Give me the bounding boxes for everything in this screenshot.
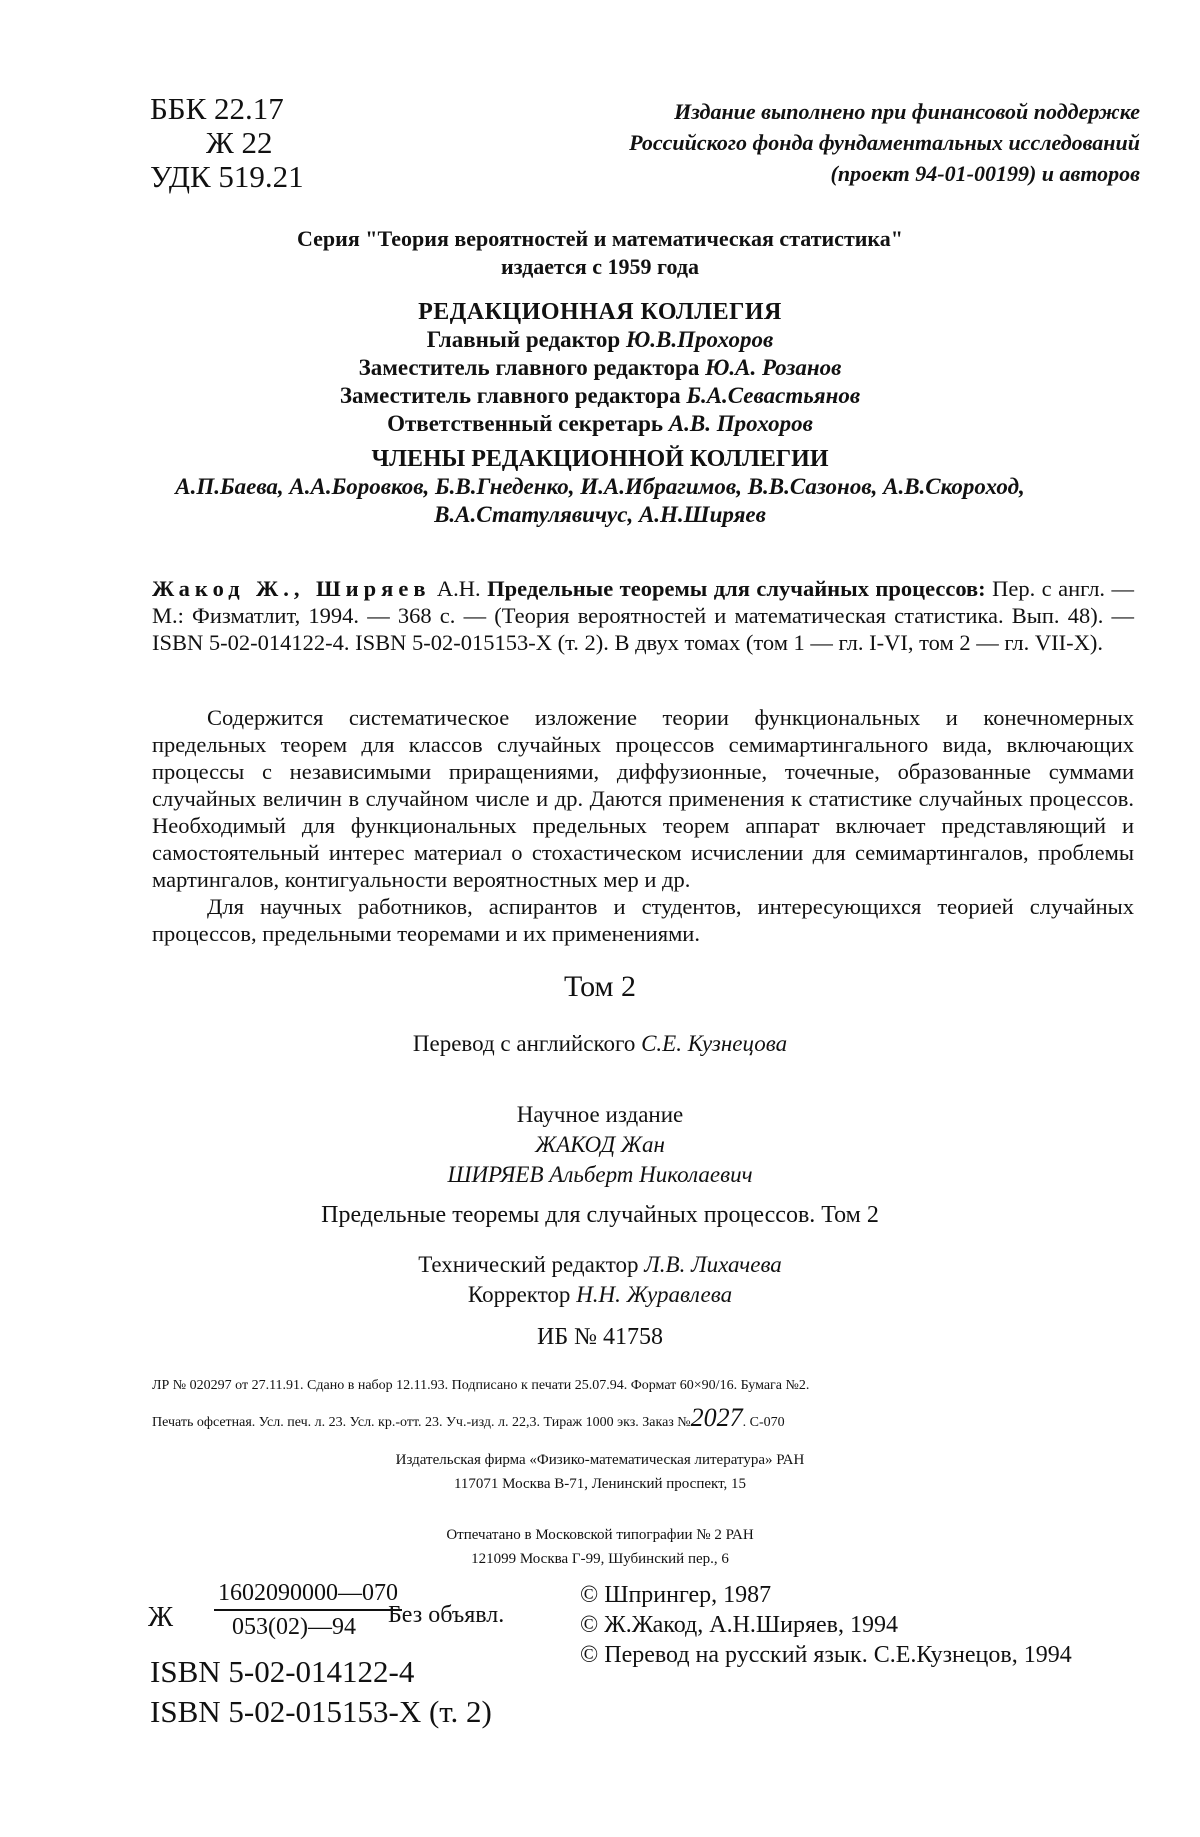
corrector-name: Н.Н. Журавлева — [576, 1282, 733, 1307]
bib-details: Пер. с англ. — М.: Физматлит, 1994. — 368 с. — (Теория вероятностей и математическая статистика. Вып. 48). —ISBN 5-02-014122-4. ISBN 5-02-015153-X (т. 2). В двух томах (том 1 — гл. I-VI, том 2 — гл. VII-X). — [152, 576, 1134, 655]
translation-prefix: Перевод с английского — [412, 1031, 642, 1056]
board-role: Заместитель главного редактора — [339, 383, 681, 408]
tech-editor-role: Технический редактор — [418, 1252, 645, 1277]
imprint-numerator: 1602090000—070 — [214, 1580, 402, 1611]
volume-label: Том 2 — [564, 970, 636, 1003]
editorial-board — [100, 298, 1100, 438]
board-name: Ю.В.Прохоров — [625, 327, 774, 352]
series-info — [100, 225, 1100, 281]
members-line-2: В.А.Статулявичус, А.Н.Ширяев — [434, 502, 766, 527]
members-line-1: А.П.Бaева, А.А.Боровков, Б.В.Гнеденко, И.А.Ибрагимов, В.В.Сазонов, А.В.Скороход, — [175, 474, 1025, 499]
printing-house-info — [100, 1523, 1100, 1571]
board-role-row — [100, 382, 1100, 410]
author-2: ШИРЯЕВ Альберт Николаевич — [447, 1162, 753, 1187]
abstract-paragraph-2: Для научных работников, аспирантов и студентов, интересующихся теорией случайных процессов, предельными теоремами и их применениями. — [152, 894, 1134, 946]
board-name: Ю.А. Розанов — [705, 355, 842, 380]
imprint-denominator: 053(02)—94 — [232, 1614, 356, 1640]
copyright-notices — [580, 1580, 1072, 1670]
bib-authors: Жакод Ж., Ширяев — [152, 576, 431, 601]
isbn-list — [150, 1652, 492, 1732]
imprint-code — [148, 1580, 568, 1650]
copyright-1: © Шпрингер, 1987 — [580, 1582, 772, 1608]
tech-editor-name: Л.В. Лихачева — [644, 1252, 782, 1277]
funding-note — [520, 96, 1140, 189]
copyright-2: © Ж.Жакод, А.Н.Ширяев, 1994 — [580, 1612, 898, 1638]
print-line-2a: Печать офсетная. Усл. печ. л. 23. Усл. кр.-отт. 23. Уч.-изд. л. 22,3. Тираж 1000 экз. Заказ № — [152, 1415, 691, 1430]
author-mark: Ж 22 — [206, 125, 273, 160]
abstract — [152, 704, 1134, 947]
printing-house-name: Отпечатано в Московской типографии № 2 РАН — [446, 1527, 754, 1543]
edition-type: Научное издание — [516, 1102, 684, 1127]
bib-title: Предельные теоремы для случайных процессов: — [487, 576, 986, 601]
tech-editor-row — [100, 1250, 1100, 1280]
print-line-2b: . С-070 — [742, 1415, 785, 1430]
price-note: Без объявл. — [388, 1602, 505, 1628]
print-line-2 — [152, 1402, 1134, 1439]
publisher-info — [100, 1448, 1100, 1496]
board-role-row — [100, 354, 1100, 382]
funding-line-2: Российского фонда фундаментальных исследований — [629, 130, 1140, 155]
series-title: Серия "Теория вероятностей и математическая статистика" — [297, 226, 903, 251]
editorial-board-heading: РЕДАКЦИОННАЯ КОЛЛЕГИЯ — [418, 299, 782, 325]
printing-house-address: 121099 Москва Г-99, Шубинский пер., 6 — [471, 1551, 729, 1567]
funding-line-1: Издание выполнено при финансовой поддержке — [674, 99, 1140, 124]
isbn-1: ISBN 5-02-014122-4 — [150, 1654, 415, 1689]
board-role-row — [100, 326, 1100, 354]
board-role: Ответственный секретарь — [387, 411, 664, 436]
imprint-letter: Ж — [148, 1602, 174, 1633]
copyright-3: © Перевод на русский язык. С.Е.Кузнецов, 1994 — [580, 1642, 1072, 1668]
board-members — [100, 445, 1100, 529]
ib-number: ИБ № 41758 — [536, 1324, 663, 1350]
edition-info — [100, 1100, 1100, 1190]
abstract-paragraph-1: Содержится систематическое изложение теории функциональных и конечномерных предельных теорем для классов случайных процессов семимартингального вида, включающих процессы с независимыми приращениями, диффузионные, точечные, образованные суммами случайных величин в случайном числе и др. Даются применения к статистике случайных процессов. Необходимый для функциональных предельных теорем аппарат включает представляющий и самостоятельный интерес материал о стохастическом исчислении для семимартингалов, проблемы мартингалов, контигуальности вероятностных мер и др. — [152, 705, 1134, 892]
board-role: Главный редактор — [426, 327, 621, 352]
publisher-name: Издательская фирма «Физико-математическая литература» РАН — [395, 1452, 805, 1468]
author-1: ЖАКОД Жан — [535, 1132, 665, 1157]
board-name: Б.А.Севастьянов — [686, 383, 861, 408]
funding-line-3: (проект 94-01-00199) и авторов — [830, 161, 1140, 186]
publisher-address: 117071 Москва В-71, Ленинский проспект, 15 — [453, 1476, 747, 1492]
corrector-role: Корректор — [467, 1282, 577, 1307]
bibliographic-record — [152, 575, 1134, 656]
isbn-2: ISBN 5-02-015153-X (т. 2) — [150, 1694, 492, 1729]
print-line-1: ЛР № 020297 от 27.11.91. Сдано в набор 12.11.93. Подписано к печати 25.07.94. Формат 60×90/16. Бумага №2. — [152, 1378, 810, 1393]
production-staff — [100, 1250, 1100, 1352]
bbk-code: ББК 22.17 — [150, 91, 284, 126]
udk-code: УДК 519.21 — [150, 159, 304, 194]
translator-name: С.Е. Кузнецова — [641, 1031, 788, 1056]
corrector-row — [100, 1280, 1100, 1310]
board-name: А.В. Прохоров — [668, 411, 813, 436]
board-role: Заместитель главного редактора — [358, 355, 700, 380]
series-since: издается с 1959 года — [501, 254, 699, 279]
board-role-row — [100, 410, 1100, 438]
print-specifications — [152, 1370, 1134, 1439]
order-number: 2027 — [690, 1403, 743, 1432]
translation-credit — [100, 1030, 1100, 1058]
bib-author-initials: А.Н. — [430, 576, 488, 601]
book-title: Предельные теоремы для случайных процессов. Том 2 — [321, 1202, 879, 1228]
members-heading: ЧЛЕНЫ РЕДАКЦИОННОЙ КОЛЛЕГИИ — [371, 446, 829, 472]
classification-codes — [150, 92, 390, 194]
